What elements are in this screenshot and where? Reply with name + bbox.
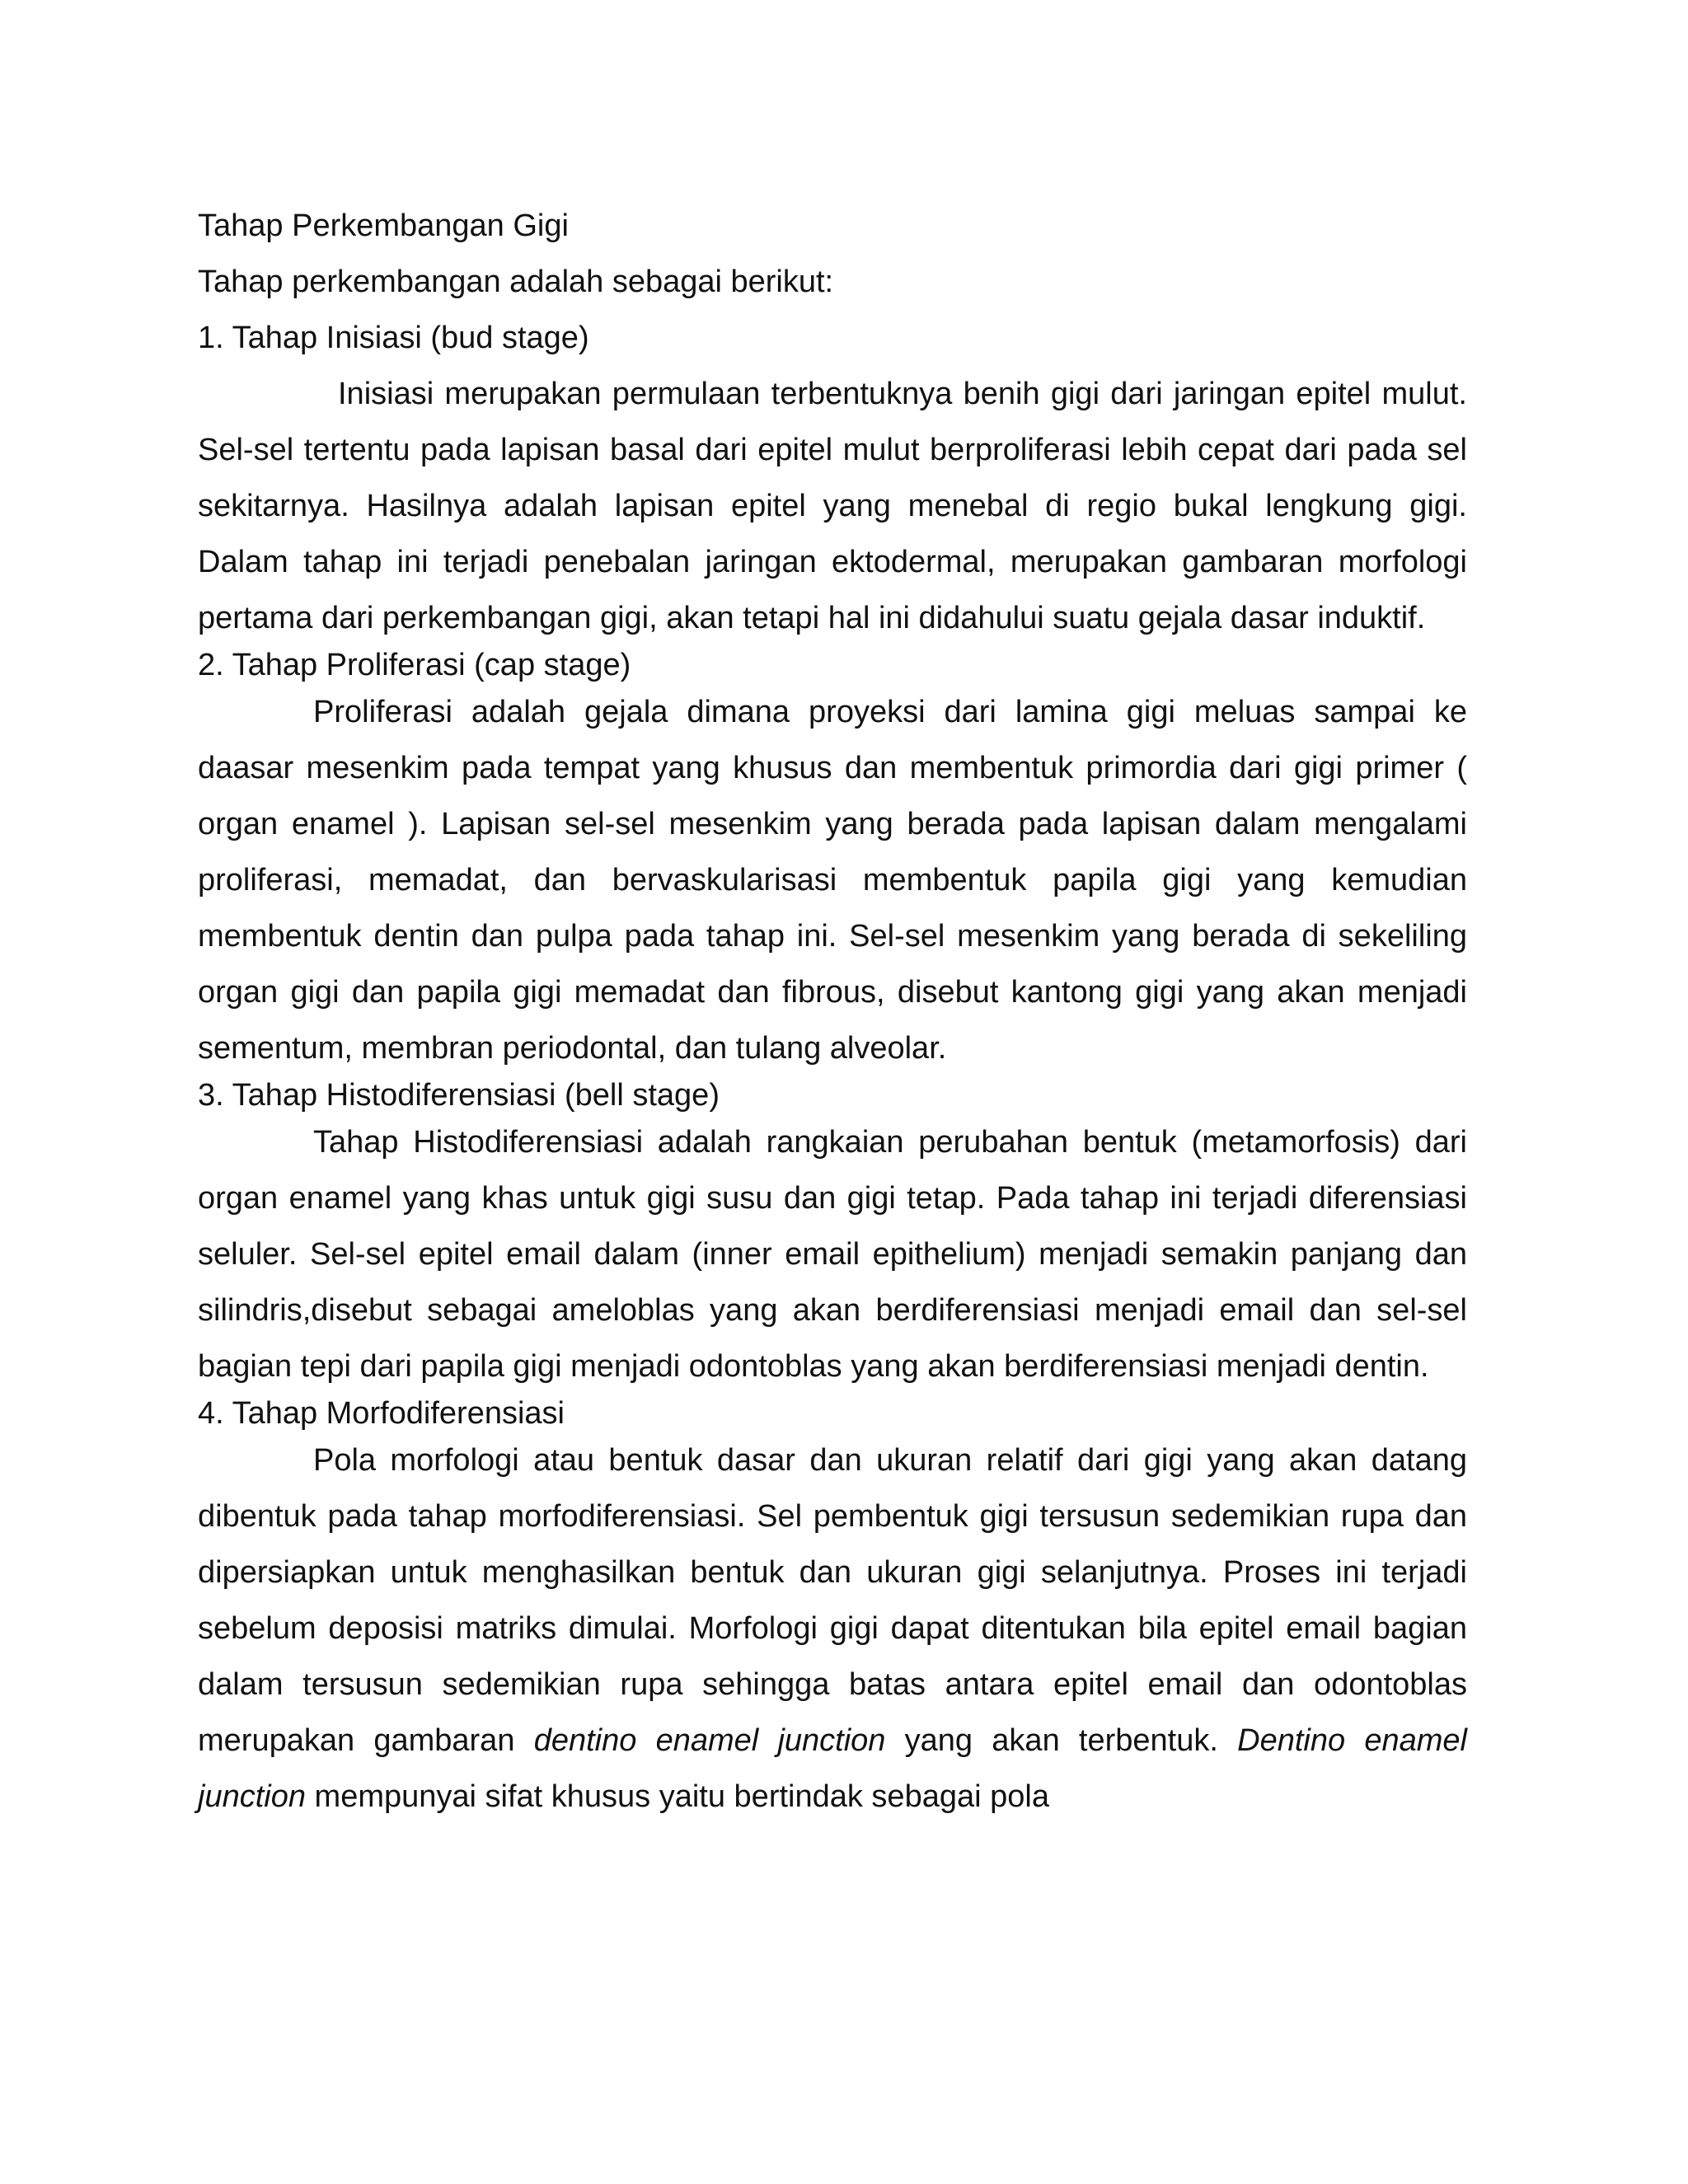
section-4-text-part-3: mempunyai sifat khusus yaitu bertindak sebagai pola (305, 1779, 1049, 1814)
section-3-paragraph: Tahap Histodiferensiasi adalah rangkaian perubahan bentuk (metamorfosis) dari organ enamel yang khas untuk gigi susu dan gigi tetap. Pada tahap ini terjadi diferensiasi seluler. Sel-sel epitel email dalam (inner email epithelium) menjadi semakin panjang dan silindris,disebut sebagai ameloblas yang akan berdiferensiasi menjadi email dan sel-sel bagian tepi dari papila gigi menjadi odontoblas yang akan berdiferensiasi menjadi dentin. (198, 1125, 1467, 1384)
italic-term-dentino-enamel-junction: dentino enamel junction (533, 1723, 886, 1758)
section-2-heading: 2. Tahap Proliferasi (cap stage) (198, 648, 631, 682)
section-4-paragraph (198, 1432, 1467, 1825)
italic-term-dentino-enamel-junction-2: Dentino enamel junction (198, 1723, 1467, 1814)
section-2-paragraph: Proliferasi adalah gejala dimana proyeksi dari lamina gigi meluas sampai ke daasar mesenkim pada tempat yang khusus dan membentuk primordia dari gigi primer ( organ enamel ). Lapisan sel-sel mesenkim yang berada pada lapisan dalam mengalami proliferasi, memadat, dan bervaskularisasi membentuk papila gigi yang kemudian membentuk dentin dan pulpa pada tahap ini. Sel-sel mesenkim yang berada di sekeliling organ gigi dan papila gigi memadat dan fibrous, disebut kantong gigi yang akan menjadi sementum, membran periodontal, dan tulang alveolar. (198, 695, 1467, 1066)
document-body (198, 198, 1467, 1825)
section-1-heading: 1. Tahap Inisiasi (bud stage) (198, 321, 589, 355)
section-3-heading: 3. Tahap Histodiferensiasi (bell stage) (198, 1078, 720, 1113)
section-1-paragraph: Inisiasi merupakan permulaan terbentuknya benih gigi dari jaringan epitel mulut. Sel-sel tertentu pada lapisan basal dari epitel mulut berproliferasi lebih cepat dari pada sel sekitarnya. Hasilnya adalah lapisan epitel yang menebal di regio bukal lengkung gigi. Dalam tahap ini terjadi penebalan jaringan ektodermal, merupakan gambaran morfologi pertama dari perkembangan gigi, akan tetapi hal ini didahului suatu gejala dasar induktif. (198, 377, 1467, 635)
section-4-heading: 4. Tahap Morfodiferensiasi (198, 1396, 565, 1431)
document-title: Tahap Perkembangan Gigi (198, 209, 569, 243)
section-4-text-part-2: yang akan terbentuk. (885, 1723, 1238, 1758)
section-4-text-part-1: Pola morfologi atau bentuk dasar dan ukuran relatif dari gigi yang akan datang dibentuk pada tahap morfodiferensiasi. Sel pembentuk gigi tersusun sedemikian rupa dan dipersiapkan untuk menghasilkan bentuk dan ukuran gigi selanjutnya. Proses ini terjadi sebelum deposisi matriks dimulai. Morfologi gigi dapat ditentukan bila epitel email bagian dalam tersusun sedemikian rupa sehingga batas antara epitel email dan odontoblas merupakan gambaran (198, 1443, 1467, 1758)
intro-text: Tahap perkembangan adalah sebagai berikut: (198, 265, 834, 299)
